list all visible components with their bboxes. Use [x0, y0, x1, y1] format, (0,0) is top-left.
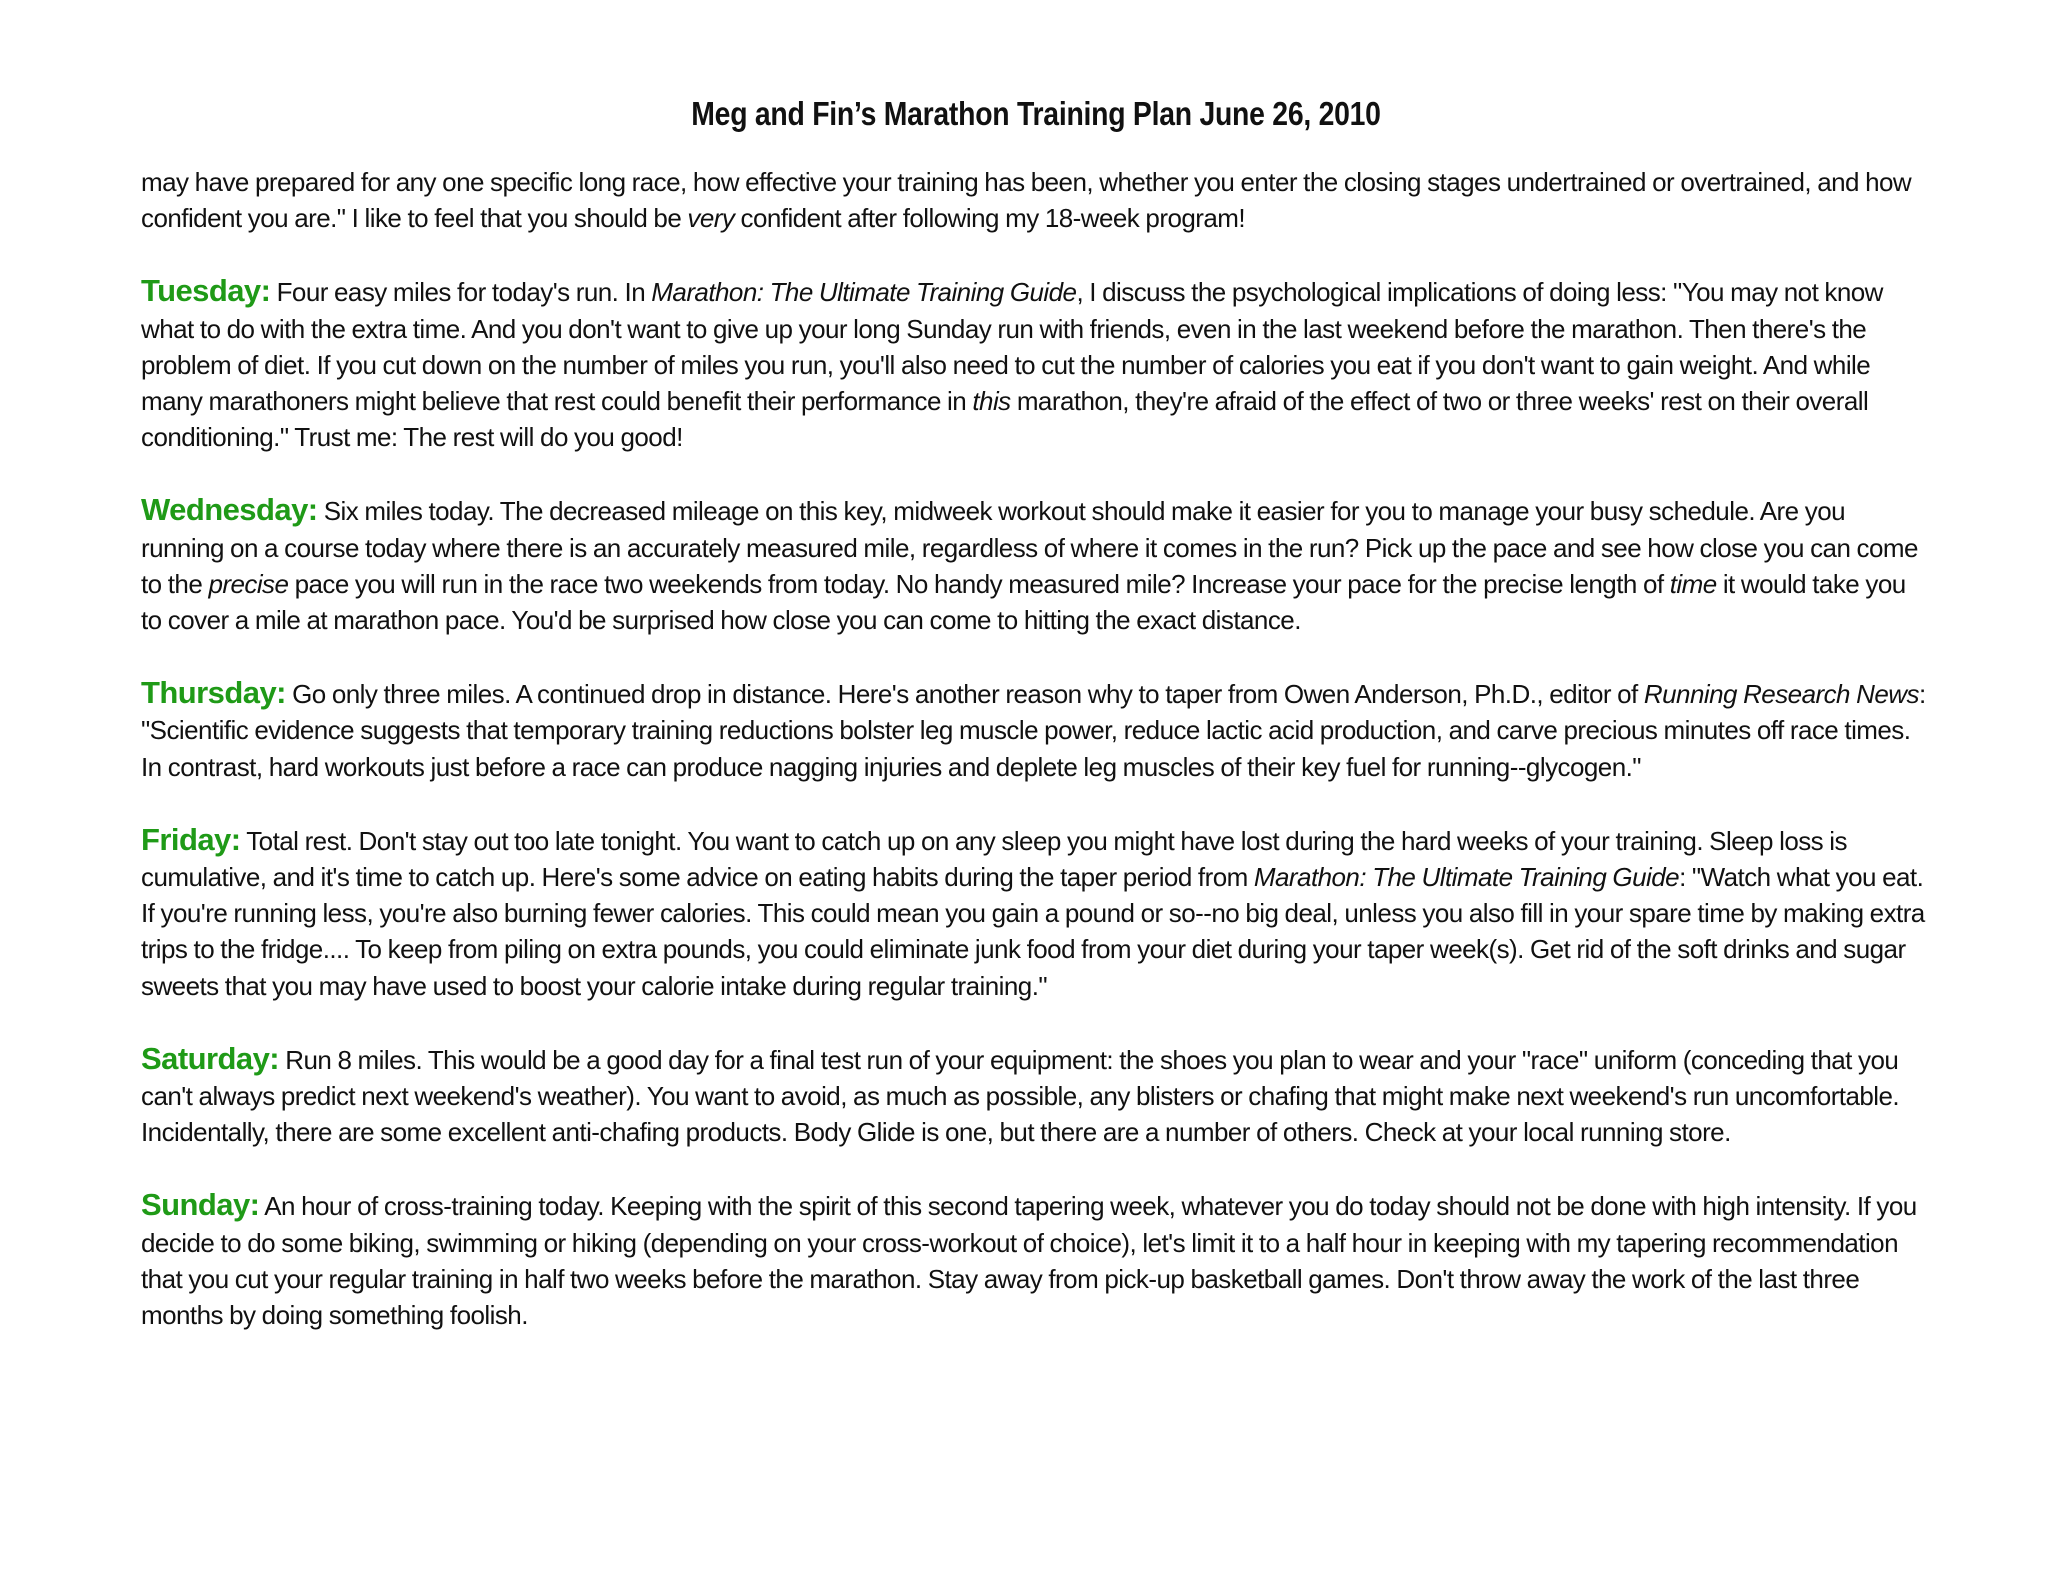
wednesday-text: it would take you to cover a mile at marathon pace. You'd be surprised how close you can come to hitting the exact distance.: [141, 568, 1906, 636]
intro-text: confident after following my 18-week program!: [734, 203, 1246, 234]
wednesday-emphasis: time: [1669, 568, 1717, 599]
book-title: Marathon: The Ultimate Training Guide: [1253, 862, 1680, 893]
friday-paragraph: [141, 822, 1931, 1004]
thursday-paragraph: [141, 675, 1931, 785]
publication-title: Running Research News: [1643, 679, 1919, 710]
intro-emphasis: very: [687, 203, 735, 234]
tuesday-paragraph: [141, 273, 1931, 455]
intro-paragraph: [141, 164, 1931, 236]
day-heading-tuesday: Tuesday:: [141, 273, 271, 309]
page-title: Meg and Fin’s Marathon Training Plan June 26, 2010: [691, 95, 1381, 132]
thursday-text: Go only three miles. A continued drop in distance. Here's another reason why to taper from Owen Anderson, Ph.D., editor of: [285, 679, 1644, 710]
day-heading-thursday: Thursday:: [141, 675, 286, 711]
sunday-text: An hour of cross-training today. Keeping with the spirit of this second tapering week, whatever you do today should not be done with high intensity. If you decide to do some biking, swimming or hiking (depending on your cross-workout of choice), let's limit it to a half hour in keeping with my tapering recommendation that you cut your regular training in half two weeks before the marathon. Stay away from pick-up basketball games. Don't throw away the work of the last three months by doing something foolish.: [141, 1191, 1917, 1331]
saturday-text: Run 8 miles. This would be a good day for a final test run of your equipment: the shoes you plan to wear and your "race" uniform (conceding that you can't always predict next weekend's weather). You want to avoid, as much as possible, any blisters or chafing that might make next weekend's run uncomfortable. Incidentally, there are some excellent anti-chafing products. Body Glide is one, but there are a number of others. Check at your local running store.: [141, 1044, 1900, 1148]
thursday-text: : "Scientific evidence suggests that temporary training reductions bolster leg muscle power, reduce lactic acid production, and carve precious minutes off race times. In contrast, hard workouts just before a race can produce nagging injuries and deplete leg muscles of their key fuel for running--glycogen.": [141, 679, 1926, 782]
day-heading-wednesday: Wednesday:: [141, 492, 318, 528]
wednesday-paragraph: [141, 492, 1931, 638]
day-heading-saturday: Saturday:: [141, 1040, 280, 1076]
wednesday-emphasis: precise: [208, 568, 289, 599]
sunday-paragraph: [141, 1187, 1931, 1333]
tuesday-text: Four easy miles for today's run. In: [270, 277, 652, 308]
wednesday-text: pace you will run in the race two weekends from today. No handy measured mile? Increase your pace for the precise length of: [288, 568, 1670, 599]
book-title: Marathon: The Ultimate Training Guide: [651, 277, 1077, 308]
tuesday-emphasis: this: [972, 386, 1011, 417]
day-heading-sunday: Sunday:: [141, 1187, 260, 1223]
saturday-paragraph: [141, 1041, 1931, 1151]
friday-text: : "Watch what you eat. If you're running less, you're also burning fewer calories. This could mean you gain a pound or so--no big deal, unless you also fill in your spare time by making extra trips to the fridge.... To keep from piling on extra pounds, you could eliminate junk food from your diet during your taper week(s). Get rid of the soft drinks and sugar sweets that you may have used to boost your calorie intake during regular training.": [141, 862, 1925, 1001]
tuesday-text: marathon, they're afraid of the effect of two or three weeks' rest on their overall conditioning." Trust me: The rest will do you good!: [141, 386, 1869, 453]
friday-text: Total rest. Don't stay out too late tonight. You want to catch up on any sleep you might have lost during the hard weeks of your training. Sleep loss is cumulative, and it's time to catch up. Here's some advice on eating habits during the taper period from: [141, 825, 1847, 893]
wednesday-text: Six miles today. The decreased mileage on this key, midweek workout should make it easier for you to manage your busy schedule. Are you running on a course today where there is an accurately measured mile, regardless of where it comes in the run? Pick up the pace and see how close you can come to the: [141, 496, 1918, 599]
tuesday-text: , I discuss the psychological implications of doing less: "You may not know what to do with the extra time. And you don't want to give up your long Sunday run with friends, even in the last weekend before the marathon. Then there's the problem of diet. If you cut down on the number of miles you run, you'll also need to cut the number of calories you eat if you don't want to gain weight. And while many marathoners might believe that rest could benefit their performance in: [141, 277, 1883, 417]
day-heading-friday: Friday:: [141, 821, 241, 857]
document-page: [141, 92, 1931, 1370]
intro-text: may have prepared for any one specific long race, how effective your training has been, whether you enter the closing stages undertrained or overtrained, and how confident you are." I like to feel that you should be: [141, 167, 1912, 234]
